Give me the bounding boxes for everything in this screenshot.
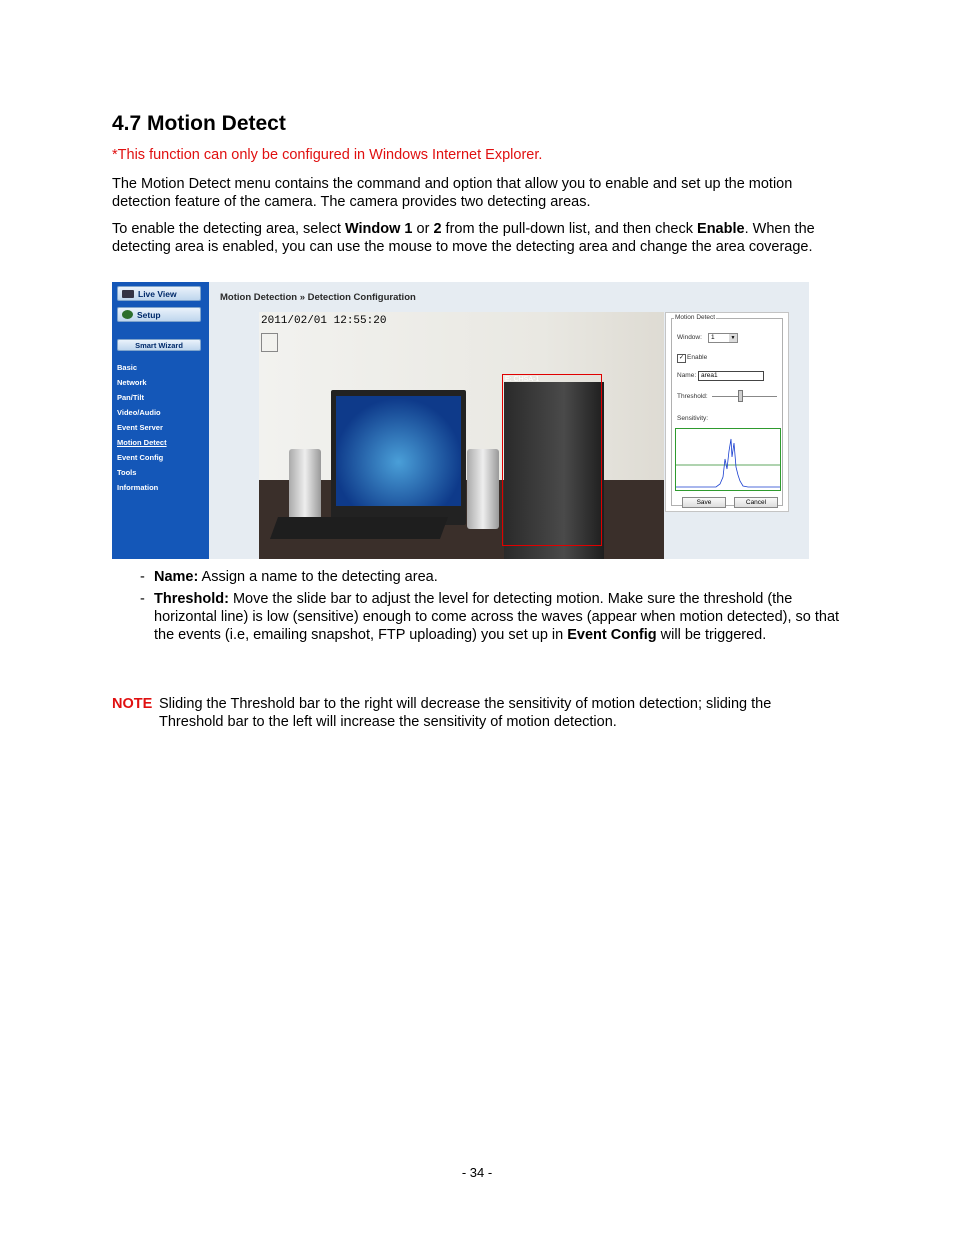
sensitivity-graph <box>675 428 781 491</box>
sidebar-item-basic[interactable]: Basic <box>117 363 138 372</box>
setup-button[interactable] <box>117 307 201 322</box>
cancel-button[interactable]: Cancel <box>734 497 778 508</box>
camera-timestamp: 2011/02/01 12:55:20 <box>261 315 387 327</box>
detecting-area-box[interactable] <box>502 374 602 546</box>
detecting-area-label: E: CHSA-1 <box>505 376 540 383</box>
monitor-screen <box>336 396 461 506</box>
sensitivity-waveform <box>676 429 780 490</box>
threshold-slider-track[interactable] <box>712 396 777 397</box>
live-view-label: Live View <box>138 288 177 299</box>
sidebar <box>112 282 209 559</box>
chevron-down-icon: ▼ <box>730 335 736 341</box>
motion-detect-screenshot <box>112 282 809 559</box>
threshold-label: Threshold: <box>677 393 708 400</box>
live-view-button[interactable] <box>117 286 201 301</box>
sidebar-item-event-server[interactable]: Event Server <box>117 423 163 432</box>
setup-label: Setup <box>137 309 161 320</box>
sidebar-item-motion-detect[interactable]: Motion Detect <box>117 438 167 447</box>
speaker-right <box>467 449 499 529</box>
sidebar-item-event-config[interactable]: Event Config <box>117 453 164 462</box>
window-label: Window: <box>677 334 702 341</box>
area-marker-box[interactable] <box>261 333 278 352</box>
sidebar-item-network[interactable]: Network <box>117 378 147 387</box>
intro-paragraph: The Motion Detect menu contains the command and option that allow you to enable and set up the motion detection feature of the camera. The camera provides two detecting areas. <box>112 176 793 210</box>
panel-legend: Motion Detect <box>675 314 716 321</box>
name-input[interactable]: area1 <box>698 371 764 381</box>
motion-wave <box>676 439 780 487</box>
enable-paragraph: To enable the detecting area, select Window 1 or 2 from the pull-down list, and then check Enable. When the detecting area is enabled, you can use the mouse to move the detecting area and change the area coverage. <box>112 221 815 255</box>
threshold-slider-handle[interactable] <box>738 390 743 402</box>
gear-icon <box>122 310 133 319</box>
name-label: Name: <box>677 372 697 379</box>
sidebar-item-pan-tilt[interactable]: Pan/Tilt <box>117 393 144 402</box>
save-button[interactable]: Save <box>682 497 726 508</box>
camera-icon <box>122 290 134 298</box>
sidebar-item-information[interactable]: Information <box>117 483 159 492</box>
breadcrumb: Motion Detection » Detection Configuration <box>220 292 416 303</box>
keyboard-image <box>270 517 448 539</box>
sidebar-item-video-audio[interactable]: Video/Audio <box>117 408 161 417</box>
ie-only-note: *This function can only be configured in Windows Internet Explorer. <box>112 147 543 163</box>
page-number: - 34 - <box>461 1165 493 1180</box>
section-heading: 4.7 Motion Detect <box>112 112 286 135</box>
note-text: Sliding the Threshold bar to the right will decrease the sensitivity of motion detection; sliding the Threshold bar to the left will increase the sensitivity of motion detection. <box>159 696 772 730</box>
enable-label: Enable <box>687 354 708 361</box>
note-label: NOTE <box>112 696 153 712</box>
motion-detect-panel <box>665 312 789 512</box>
camera-view[interactable] <box>259 312 664 559</box>
sensitivity-label: Sensitivity: <box>677 415 709 422</box>
sidebar-item-tools[interactable]: Tools <box>117 468 137 477</box>
window-select[interactable] <box>708 333 738 343</box>
enable-checkbox[interactable]: ✓ <box>678 355 685 361</box>
smart-wizard-button[interactable]: Smart Wizard <box>117 339 201 351</box>
window-select-value: 1 <box>711 334 715 341</box>
motion-detect-fieldset <box>671 314 783 506</box>
